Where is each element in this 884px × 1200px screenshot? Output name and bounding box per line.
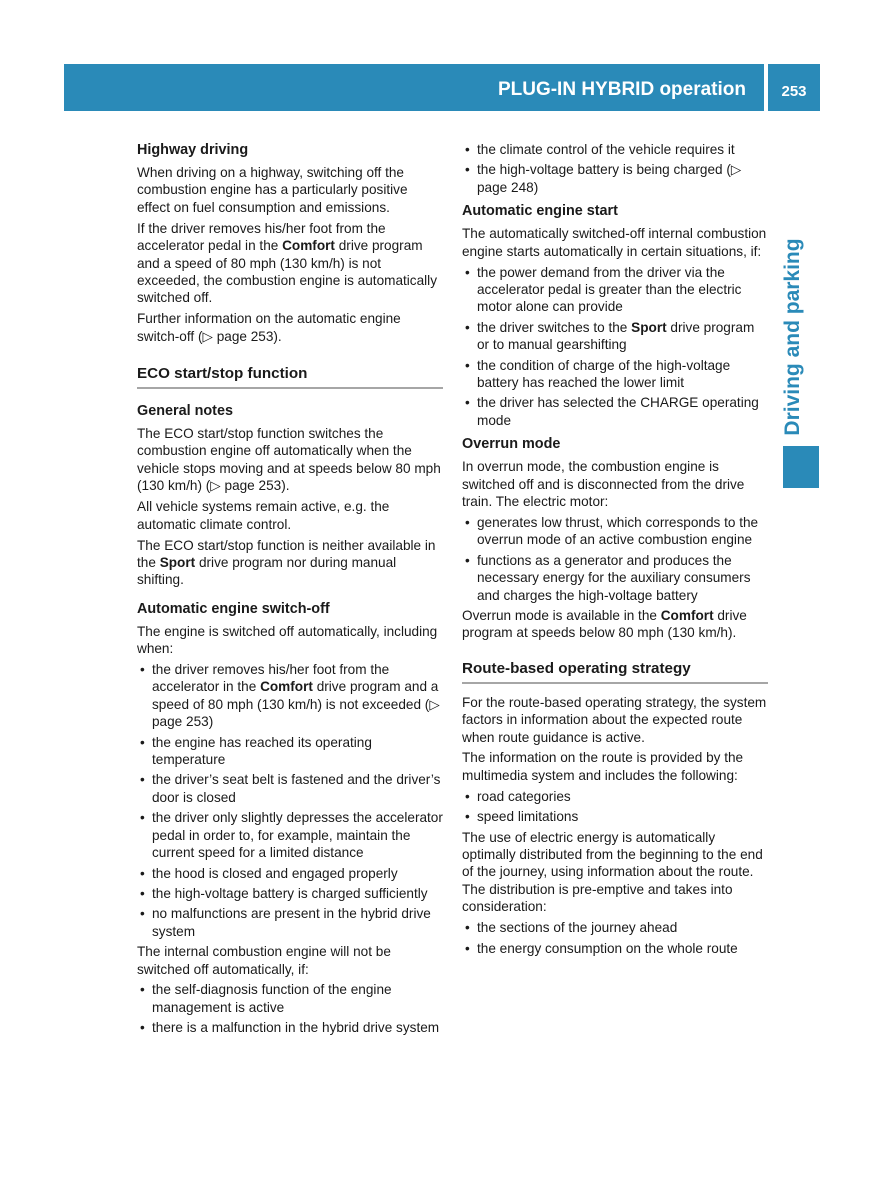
switch-off-intro: The engine is switched off automatically, including when:: [137, 623, 438, 657]
list-item: • road categories: [462, 788, 768, 805]
general-notes-heading: General notes: [137, 403, 233, 420]
left-column: [137, 141, 443, 1040]
continued-list: [462, 141, 768, 196]
switch-off-list: [137, 661, 443, 940]
highway-paragraph-3: Further information on the automatic engine switch-off (▷ page 253).: [137, 311, 401, 344]
list-item: • the power demand from the driver via the accelerator pedal is greater than the electric motor alone can provide: [462, 264, 768, 316]
list-item: • the driver removes his/her foot from the accelerator in the Comfort drive program and a speed of 80 mph (130 km/h) is not exceeded (▷ page 253): [137, 661, 443, 731]
side-tab-marker: [783, 446, 819, 488]
engine-start-heading: Automatic engine start: [462, 203, 618, 220]
page-header-bar: [64, 64, 764, 111]
not-off-list: [137, 981, 443, 1036]
route-list-2: [462, 919, 768, 957]
overrun-availability: Overrun mode is available in the Comfort drive program at speeds below 80 mph (130 km/h).: [462, 607, 747, 641]
general-paragraph-2: All vehicle systems remain active, e.g. the automatic climate control.: [137, 499, 390, 532]
list-item: • the driver has selected the CHARGE operating mode: [462, 394, 768, 429]
not-off-intro: The internal combustion engine will not be switched off automatically, if:: [137, 944, 391, 977]
list-item: • the condition of charge of the high-voltage battery has reached the lower limit: [462, 357, 768, 392]
overrun-list: [462, 514, 768, 604]
page-number: 253: [781, 83, 807, 100]
side-tab: [767, 232, 817, 442]
route-section-heading: Route-based operating strategy: [462, 659, 768, 684]
route-list: [462, 788, 768, 826]
highway-heading: Highway driving: [137, 142, 249, 158]
list-item: • the driver switches to the Sport drive program or to manual gearshifting: [462, 319, 768, 354]
side-tab-label: Driving and parking: [781, 238, 804, 436]
list-item: • the high-voltage battery is being charged (▷ page 248): [462, 161, 768, 196]
list-item: • no malfunctions are present in the hybrid drive system: [137, 905, 443, 940]
route-paragraph-2: The information on the route is provided by the multimedia system and includes the following:: [462, 750, 744, 783]
list-item: • the hood is closed and engaged properly: [137, 865, 443, 882]
list-item: • the self-diagnosis function of the engine management is active: [137, 981, 443, 1016]
list-item: • functions as a generator and produces the necessary energy for the auxiliary consumers and charges the high-voltage battery: [462, 552, 768, 604]
list-item: • speed limitations: [462, 808, 768, 825]
page-number-box: [768, 64, 820, 111]
highway-paragraph-1: When driving on a highway, switching off the combustion engine has a particularly positive effect on fuel consumption and emissions.: [137, 165, 408, 215]
list-item: • the high-voltage battery is charged sufficiently: [137, 885, 443, 902]
route-paragraph-3: The use of electric energy is automatically optimally distributed from the beginning to the end of the journey, using information about the route. The distribution is pre-emptive and takes into consideration:: [462, 829, 763, 915]
eco-section-heading: ECO start/stop function: [137, 364, 443, 389]
list-item: • the driver only slightly depresses the accelerator pedal in order to, for example, maintain the current speed for a limited distance: [137, 809, 443, 861]
list-item: • the driver’s seat belt is fastened and the driver’s door is closed: [137, 771, 443, 806]
highway-paragraph-2: If the driver removes his/her foot from the accelerator pedal in the Comfort drive program and a speed of 80 mph (130 km/h) is not exceeded, the combustion engine is automatically switched off.: [137, 220, 437, 306]
list-item: • the energy consumption on the whole route: [462, 940, 768, 957]
overrun-intro: In overrun mode, the combustion engine is switched off and is disconnected from the drive train. The electric motor:: [462, 459, 745, 509]
overrun-heading: Overrun mode: [462, 436, 561, 453]
chapter-title: PLUG-IN HYBRID operation: [497, 79, 746, 100]
general-paragraph-3: The ECO start/stop function is neither available in the Sport drive program nor during manual shifting.: [137, 537, 436, 588]
engine-start-intro: The automatically switched-off internal combustion engine starts automatically in certain situations, if:: [462, 226, 767, 259]
right-column: [462, 141, 768, 960]
switch-off-heading: Automatic engine switch-off: [137, 600, 330, 617]
route-paragraph-1: For the route-based operating strategy, the system factors in information about the expected route when route guidance is active.: [462, 694, 767, 745]
list-item: • the sections of the journey ahead: [462, 919, 768, 936]
list-item: • generates low thrust, which corresponds to the overrun mode of an active combustion engine: [462, 514, 768, 549]
list-item: • the climate control of the vehicle requires it: [462, 141, 768, 158]
list-item: • the engine has reached its operating temperature: [137, 734, 443, 769]
engine-start-list: [462, 264, 768, 430]
general-paragraph-1: The ECO start/stop function switches the combustion engine off automatically when the vehicle stops moving and at speeds below 80 mph (130 km/h) (▷ page 253).: [137, 426, 441, 494]
list-item: • there is a malfunction in the hybrid drive system: [137, 1019, 443, 1036]
